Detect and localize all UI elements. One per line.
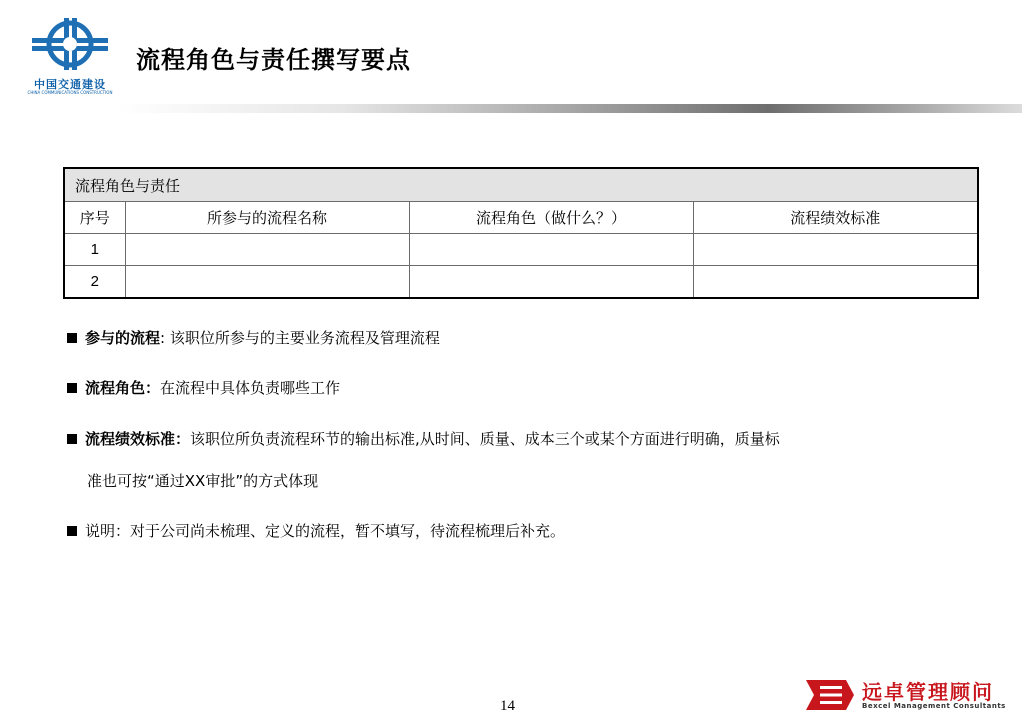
- bullet-performance-standard: [67, 429, 780, 449]
- process-role-cell: [409, 266, 693, 299]
- brand-name: 远卓管理顾问: [862, 680, 994, 704]
- process-name-cell: [125, 234, 409, 266]
- bullet-label: 流程绩效标准：: [85, 430, 191, 448]
- bullet-label: 流程角色：: [85, 379, 161, 397]
- bullet-text: 该职位所负责流程环节的输出标准,从时间、质量、成本三个或某个方面进行明确，质量标: [190, 430, 780, 448]
- consultant-brand-logo: [806, 676, 1016, 714]
- table-row: [64, 234, 978, 266]
- company-logo: [18, 16, 122, 94]
- logo-emblem-icon: [28, 16, 112, 74]
- performance-standard-cell: [693, 266, 978, 299]
- brand-subtext: Bexcel Management Consultants: [862, 702, 1006, 710]
- logo-subtext: CHINA COMMUNICATIONS CONSTRUCTION: [27, 90, 113, 95]
- column-header-performance-standard: 流程绩效标准: [693, 202, 978, 234]
- bullet-participating-process: [67, 328, 440, 348]
- process-role-cell: [409, 234, 693, 266]
- bullet-text: 在流程中具体负责哪些工作: [160, 379, 341, 397]
- bullet-square-icon: [67, 383, 77, 393]
- bullet-label: 参与的流程: [85, 329, 161, 347]
- bullet-continuation: 准也可按“通过XX审批”的方式体现: [87, 472, 319, 490]
- process-name-cell: [125, 266, 409, 299]
- page-number: 14: [500, 698, 515, 714]
- bullet-process-role: [67, 378, 340, 398]
- logo-text: 中国交通建设: [34, 78, 106, 91]
- column-header-process-role: 流程角色（做什么？）: [409, 202, 693, 234]
- bullet-text: 说明：对于公司尚未梳理、定义的流程，暂不填写，待流程梳理后补充。: [85, 522, 566, 540]
- table-row: [64, 266, 978, 299]
- bullet-square-icon: [67, 526, 77, 536]
- column-header-process-name: 所参与的流程名称: [125, 202, 409, 234]
- page-title: 流程角色与责任撰写要点: [136, 46, 411, 74]
- brand-mark-icon: [806, 680, 854, 710]
- bullet-square-icon: [67, 434, 77, 444]
- row-index: 2: [64, 266, 125, 299]
- row-index: 1: [64, 234, 125, 266]
- bullet-text: : 该职位所参与的主要业务流程及管理流程: [160, 329, 440, 347]
- bullet-note: [67, 521, 565, 541]
- roles-table: [63, 167, 979, 299]
- performance-standard-cell: [693, 234, 978, 266]
- bullet-square-icon: [67, 333, 77, 343]
- column-header-index: 序号: [64, 202, 125, 234]
- table-caption: 流程角色与责任: [64, 168, 978, 202]
- title-underline-bar: [116, 104, 1022, 113]
